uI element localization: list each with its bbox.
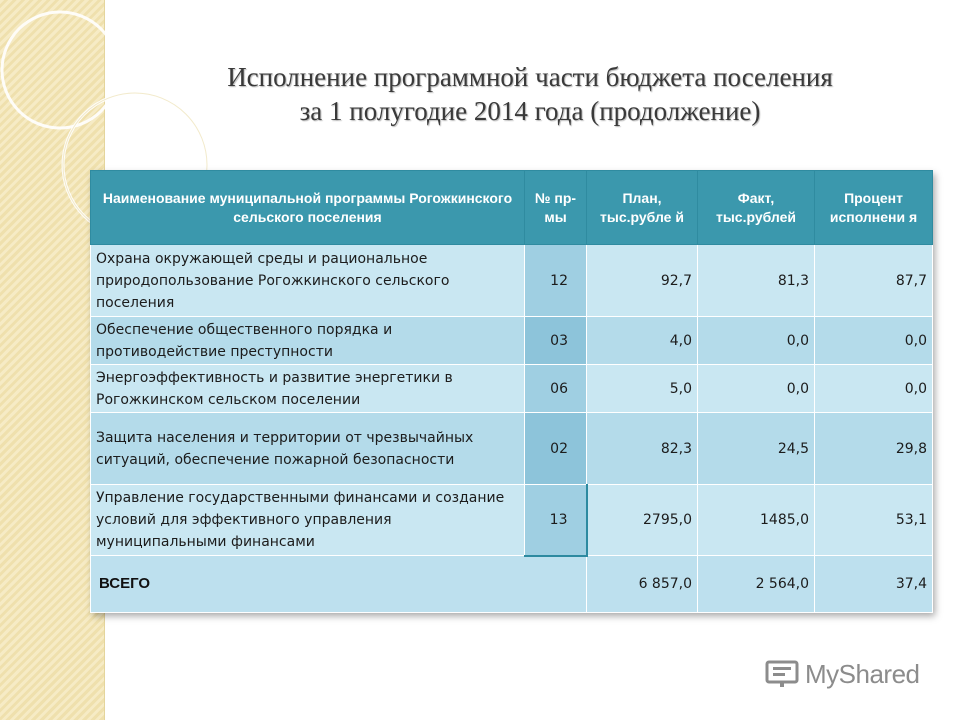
presentation-screen-icon [765, 659, 799, 689]
percent-cell: 0,0 [815, 365, 933, 413]
header-fact: Факт, тыс.рублей [698, 171, 815, 245]
total-plan: 6 857,0 [587, 556, 698, 613]
table-row [91, 413, 933, 485]
plan-cell: 2795,0 [587, 485, 698, 556]
program-name-cell: Защита населения и территории от чрезвычайных ситуаций, обеспечение пожарной безопасности [91, 413, 525, 485]
table-row [91, 245, 933, 317]
program-name-cell: Охрана окружающей среды и рациональное природопользование Рогожкинского сельского поселения [91, 245, 525, 317]
myshared-watermark [765, 656, 920, 692]
table-header-row [91, 171, 933, 245]
percent-cell: 0,0 [815, 317, 933, 365]
total-row [91, 556, 933, 613]
program-name-cell: Управление государственными финансами и создание условий для эффективного управления муниципальными финансами [91, 485, 525, 556]
budget-table-container [90, 170, 932, 612]
fact-cell: 24,5 [698, 413, 815, 485]
fact-cell: 0,0 [698, 317, 815, 365]
percent-cell: 53,1 [815, 485, 933, 556]
total-fact: 2 564,0 [698, 556, 815, 613]
plan-cell: 4,0 [587, 317, 698, 365]
program-number-cell: 02 [525, 413, 587, 485]
program-number-cell: 12 [525, 245, 587, 317]
percent-cell: 87,7 [815, 245, 933, 317]
header-program-name: Наименование муниципальной программы Рогожкинского сельского поселения [91, 171, 525, 245]
table-row [91, 317, 933, 365]
program-number-cell: 13 [525, 485, 587, 556]
total-label: ВСЕГО [91, 556, 587, 613]
program-name-cell: Обеспечение общественного порядка и противодействие преступности [91, 317, 525, 365]
plan-cell: 82,3 [587, 413, 698, 485]
title-line-1: Исполнение программной части бюджета поселения [227, 62, 833, 92]
plan-cell: 5,0 [587, 365, 698, 413]
percent-cell: 29,8 [815, 413, 933, 485]
budget-table [90, 170, 933, 613]
table-row [91, 365, 933, 413]
table-row [91, 485, 933, 556]
program-name-cell: Энергоэффективность и развитие энергетики в Рогожкинском сельском поселении [91, 365, 525, 413]
header-percent: Процент исполнени я [815, 171, 933, 245]
fact-cell: 1485,0 [698, 485, 815, 556]
total-percent: 37,4 [815, 556, 933, 613]
title-line-2: за 1 полугодие 2014 года (продолжение) [299, 96, 761, 126]
fact-cell: 81,3 [698, 245, 815, 317]
page-title [110, 60, 950, 128]
header-program-number: № пр-мы [525, 171, 587, 245]
program-number-cell: 03 [525, 317, 587, 365]
header-plan: План, тыс.рубле й [587, 171, 698, 245]
program-number-cell: 06 [525, 365, 587, 413]
watermark-text: MyShared [805, 658, 920, 689]
plan-cell: 92,7 [587, 245, 698, 317]
fact-cell: 0,0 [698, 365, 815, 413]
